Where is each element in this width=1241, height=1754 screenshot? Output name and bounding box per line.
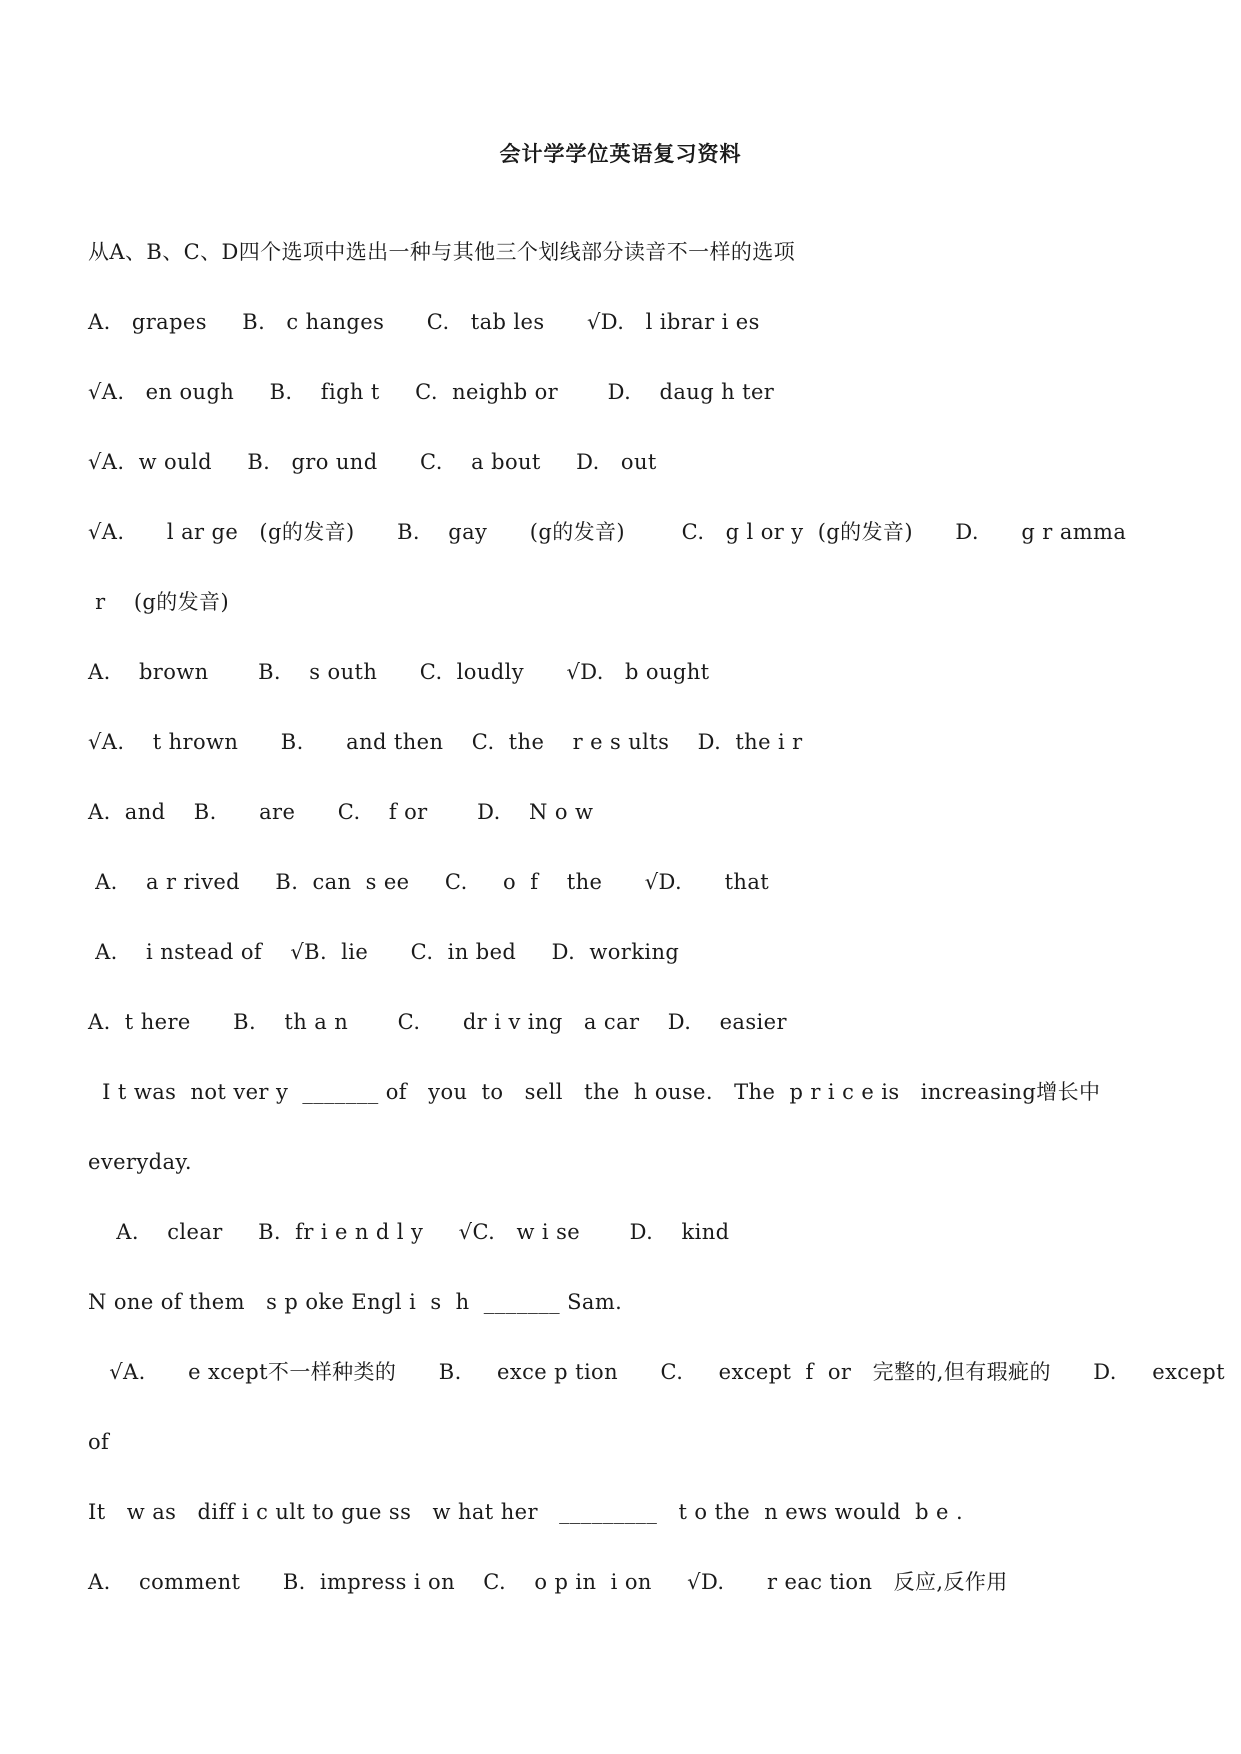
- answer-options: A. comment B. impress i on C. o p in i on √D. r eac tion 反应,反作用: [88, 1570, 1008, 1594]
- answer-options-continued: of: [88, 1430, 110, 1454]
- question-stem: I t was not ver y _______ of you to sell the h ouse. The p r i c e is increasing增长中: [88, 1080, 1101, 1104]
- question-line: √A. en ough B. figh t C. neighb or D. daug h ter: [88, 380, 775, 404]
- question-line-continued: r (g的发音): [88, 590, 230, 614]
- question-line: A. grapes B. c hanges C. tab les √D. l ibrar i es: [88, 310, 760, 334]
- question-line: A. a r rived B. can s ee C. o f the √D. that: [88, 870, 770, 894]
- answer-options: A. clear B. fr i e n d l y √C. w i se D. kind: [88, 1220, 730, 1244]
- question-stem: It w as diff i c ult to gue ss w hat her _________ t o the n ews would b e .: [88, 1500, 964, 1524]
- question-line: A. t here B. th a n C. dr i v ing a car D. easier: [88, 1010, 787, 1034]
- question-line: √A. l ar ge (g的发音) B. gay (g的发音) C. g l or y (g的发音) D. g r amma: [88, 520, 1127, 544]
- question-line: A. brown B. s outh C. loudly √D. b ought: [88, 660, 710, 684]
- question-line: √A. w ould B. gro und C. a bout D. out: [88, 450, 657, 474]
- question-stem-continued: everyday.: [88, 1150, 192, 1174]
- question-line: A. i nstead of √B. lie C. in bed D. working: [88, 940, 680, 964]
- question-stem: N one of them s p oke Engl i s h _______ Sam.: [88, 1290, 623, 1314]
- question-line: √A. t hrown B. and then C. the r e s ults D. the i r: [88, 730, 803, 754]
- instruction-line: 从A、B、C、D四个选项中选出一种与其他三个划线部分读音不一样的选项: [88, 240, 796, 264]
- answer-options: √A. e xcept不一样种类的 B. exce p tion C. except f or 完整的,但有瑕疵的 D. except: [88, 1360, 1225, 1384]
- question-line: A. and B. are C. f or D. N o w: [88, 800, 594, 824]
- document-body: [88, 232, 1225, 1632]
- document-title: 会计学学位英语复习资料: [499, 141, 742, 166]
